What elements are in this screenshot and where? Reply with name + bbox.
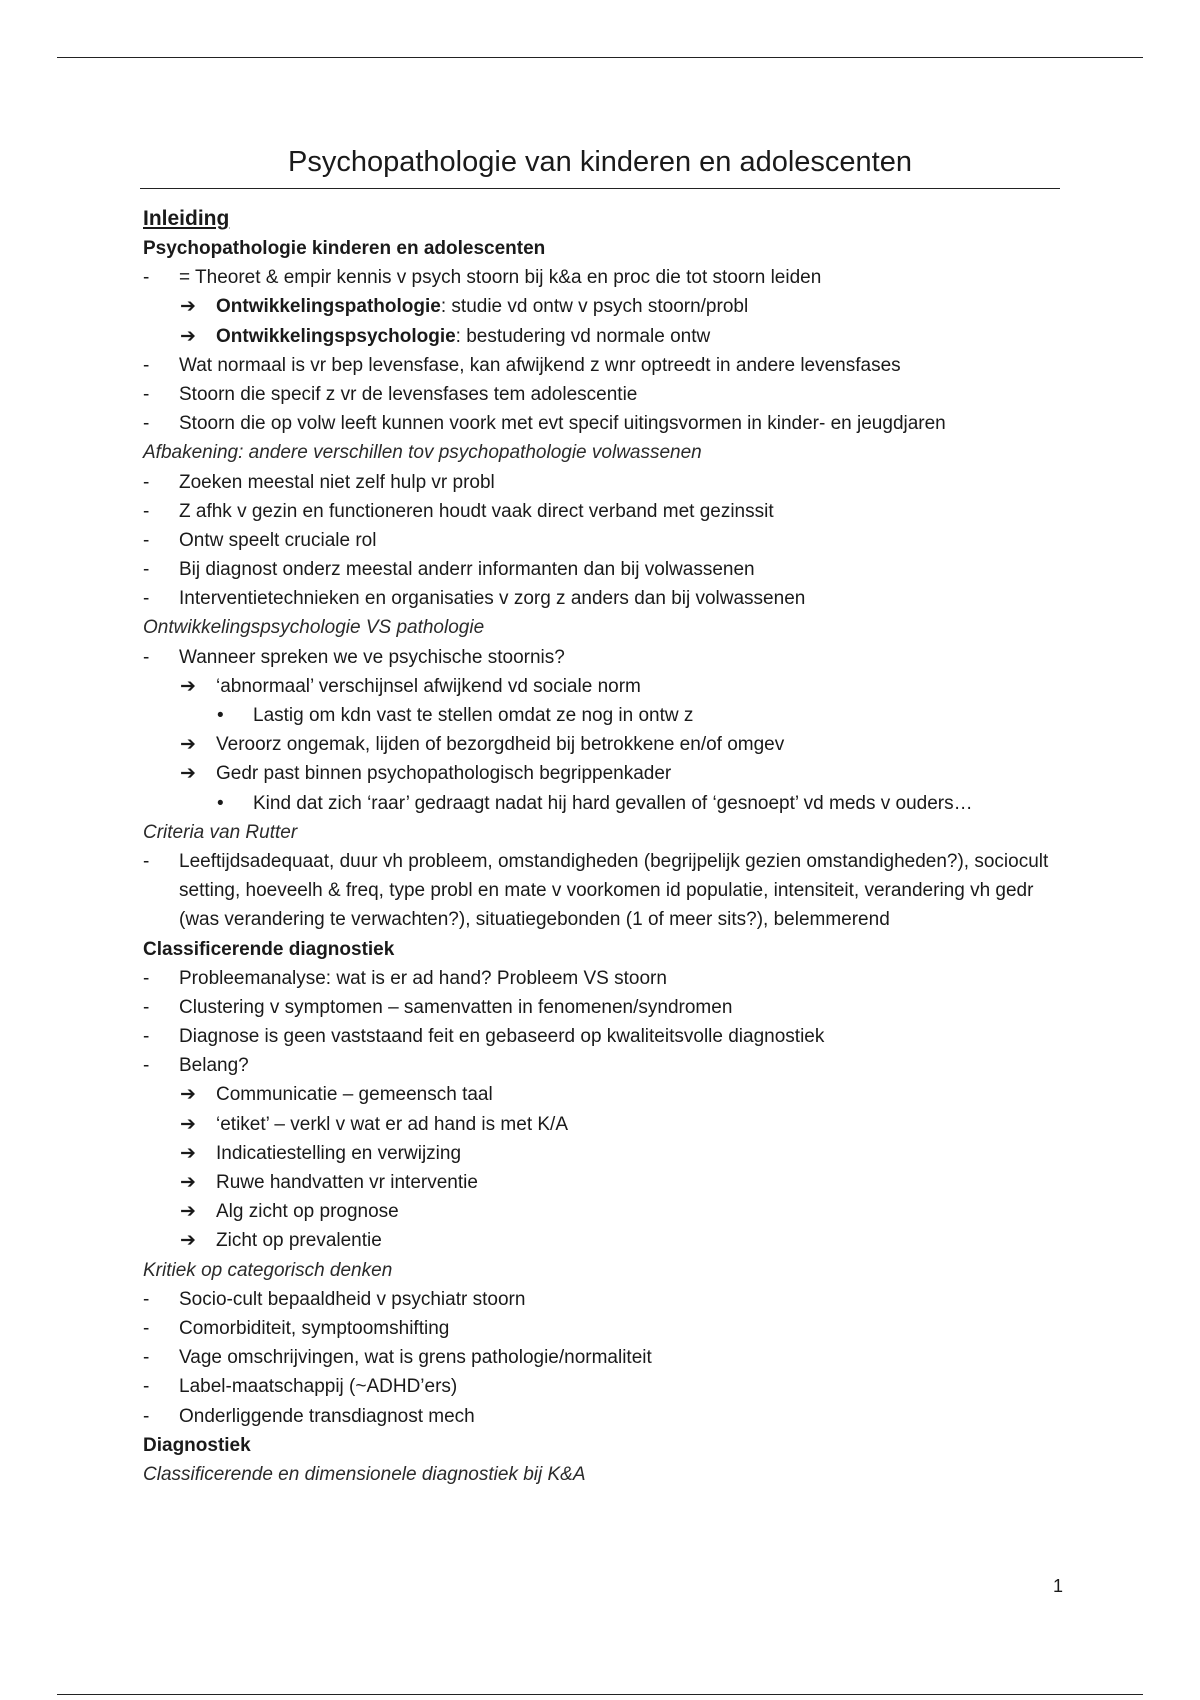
- dash-marker: -: [143, 850, 150, 872]
- list-item-text: Belang?: [179, 1055, 249, 1077]
- list-item-text: Vage omschrijvingen, wat is grens pathologie/normaliteit: [179, 1347, 652, 1369]
- bullet-item: [143, 789, 1063, 818]
- arrow-item-text: ‘abnormaal’ verschijnsel afwijkend vd sociale norm: [216, 675, 641, 697]
- topic-label: Kritiek op categorisch denken: [143, 1259, 393, 1281]
- term: Ontwikkelingspathologie: [216, 296, 441, 318]
- list-item-text: Stoorn die specif z vr de levensfases tem adolescentie: [179, 383, 638, 405]
- topic-label: Classificerende en dimensionele diagnostiek bij K&A: [143, 1463, 586, 1485]
- dash-marker: -: [143, 559, 150, 581]
- arrow-item: [143, 1197, 1063, 1226]
- dash-marker: -: [143, 500, 150, 522]
- page-title: Psychopathologie van kinderen en adolescenten: [288, 146, 912, 178]
- arrow-item: [143, 730, 1063, 759]
- list-item: [143, 584, 1063, 613]
- arrow-icon: ➔: [180, 1230, 196, 1252]
- list-item-text: Clustering v symptomen – samenvatten in fenomenen/syndromen: [179, 996, 733, 1018]
- arrow-item: [143, 322, 1063, 351]
- bullet-icon: •: [217, 705, 224, 726]
- dash-marker: -: [143, 646, 150, 668]
- list-item-text: Label-maatschappij (~ADHD’ers): [179, 1376, 458, 1398]
- list-item-text: = Theoret & empir kennis v psych stoorn bij k&a en proc die tot stoorn leiden: [179, 267, 822, 289]
- arrow-icon: ➔: [180, 675, 196, 697]
- arrow-icon: ➔: [180, 734, 196, 756]
- bullet-item: [143, 701, 1063, 730]
- list-item: [143, 1051, 1063, 1080]
- dash-marker: -: [143, 1347, 150, 1369]
- arrow-icon: ➔: [180, 1172, 196, 1194]
- subsection-heading: Classificerende diagnostiek: [143, 938, 395, 960]
- dash-marker: -: [143, 1405, 150, 1427]
- arrow-item: [143, 1080, 1063, 1109]
- list-item: [143, 1314, 1063, 1343]
- dash-marker: -: [143, 471, 150, 493]
- arrow-item-text: Communicatie – gemeensch taal: [216, 1084, 493, 1106]
- page-number: 1: [1052, 1576, 1063, 1596]
- arrow-item: [143, 1168, 1063, 1197]
- list-item: [143, 555, 1063, 584]
- list-item-text: Bij diagnost onderz meestal anderr informanten dan bij volwassenen: [179, 559, 755, 581]
- list-item-text: Probleemanalyse: wat is er ad hand? Probleem VS stoorn: [179, 967, 667, 989]
- list-item-text: Z afhk v gezin en functioneren houdt vaak direct verband met gezinssit: [179, 500, 774, 522]
- arrow-item-text: Veroorz ongemak, lijden of bezorgdheid bij betrokkene en/of omgev: [216, 734, 785, 756]
- dash-marker: -: [143, 529, 150, 551]
- dash-marker: -: [143, 1055, 150, 1077]
- bullet-icon: •: [217, 792, 224, 814]
- list-item-text: Wat normaal is vr bep levensfase, kan afwijkend z wnr optreedt in andere levensfases: [179, 354, 901, 376]
- page-bottom-rule: [57, 1694, 1143, 1695]
- dash-marker: -: [143, 383, 150, 405]
- arrow-icon: ➔: [180, 296, 196, 318]
- dash-marker: -: [143, 1376, 150, 1398]
- arrow-item: [143, 672, 1063, 701]
- arrow-item: [143, 759, 1063, 788]
- list-item-text: Ontw speelt cruciale rol: [179, 529, 377, 551]
- arrow-item: [143, 292, 1063, 321]
- list-item: [143, 993, 1063, 1022]
- arrow-item-text: : bestudering vd normale ontw: [455, 325, 711, 347]
- list-item-text: Stoorn die op volw leeft kunnen voork met evt specif uitingsvormen in kinder- en jeugdjaren: [179, 413, 946, 435]
- section-heading: Inleiding: [143, 207, 230, 230]
- arrow-icon: ➔: [180, 1142, 196, 1164]
- arrow-item-text: Alg zicht op prognose: [216, 1201, 399, 1223]
- arrow-item-text: Zicht op prevalentie: [216, 1230, 382, 1252]
- topic-label: Afbakening: andere verschillen tov psychopathologie volwassenen: [143, 442, 702, 464]
- dash-marker: -: [143, 413, 150, 435]
- page-top-rule: [57, 57, 1143, 58]
- arrow-icon: ➔: [180, 325, 196, 347]
- arrow-item: [143, 1139, 1063, 1168]
- dash-marker: -: [143, 267, 150, 289]
- dash-marker: -: [143, 1288, 150, 1310]
- list-item: [143, 351, 1063, 380]
- list-item-text: Interventietechnieken en organisaties v zorg z anders dan bij volwassenen: [179, 588, 806, 610]
- list-item-text: Leeftijdsadequaat, duur vh probleem, omstandigheden (begrijpelijk gezien omstandigheden?), sociocult setting, hoeveelh & freq, type probl en mate v voorkomen id populatie, intensiteit, verandering vh gedr (was verandering te verwachten?), situatiegebonden (1 of meer sits?), belemmerend: [179, 850, 1049, 931]
- arrow-item-text: : studie vd ontw v psych stoorn/probl: [440, 296, 749, 318]
- list-item: [143, 1402, 1063, 1431]
- topic-label: Criteria van Rutter: [143, 821, 298, 843]
- list-item: [143, 1343, 1063, 1372]
- list-item-text: Onderliggende transdiagnost mech: [179, 1405, 475, 1427]
- list-item-text: Comorbiditeit, symptoomshifting: [179, 1317, 450, 1339]
- list-item-text: Socio-cult bepaaldheid v psychiatr stoorn: [179, 1288, 526, 1310]
- list-item-text: Diagnose is geen vaststaand feit en gebaseerd op kwaliteitsvolle diagnostiek: [179, 1026, 825, 1048]
- list-item: [143, 1372, 1063, 1401]
- dash-marker: -: [143, 996, 150, 1018]
- subsection-heading: Psychopathologie kinderen en adolescenten: [143, 238, 546, 259]
- subsection-heading: Diagnostiek: [143, 1434, 251, 1456]
- topic-label: Ontwikkelingspsychologie VS pathologie: [143, 617, 485, 639]
- arrow-item-text: Indicatiestelling en verwijzing: [216, 1142, 462, 1164]
- arrow-item-text: Gedr past binnen psychopathologisch begrippenkader: [216, 763, 672, 785]
- list-item: [143, 643, 1063, 672]
- arrow-icon: ➔: [180, 1113, 196, 1135]
- list-item: [143, 409, 1063, 438]
- arrow-icon: ➔: [180, 1084, 196, 1106]
- bullet-item-text: Kind dat zich ‘raar’ gedraagt nadat hij hard gevallen of ‘gesnoept’ vd meds v ouders…: [253, 792, 973, 814]
- arrow-item: [143, 1110, 1063, 1139]
- list-item: [143, 380, 1063, 409]
- dash-marker: -: [143, 588, 150, 610]
- document-body: [143, 204, 1063, 1489]
- list-item: [143, 263, 1063, 292]
- arrow-icon: ➔: [180, 1201, 196, 1223]
- list-item-text: Wanneer spreken we ve psychische stoornis?: [179, 646, 565, 668]
- arrow-item: [143, 1226, 1063, 1255]
- list-item: [143, 497, 1063, 526]
- bullet-item-text: Lastig om kdn vast te stellen omdat ze nog in ontw z: [253, 705, 694, 726]
- dash-marker: -: [143, 967, 150, 989]
- arrow-icon: ➔: [180, 763, 196, 785]
- list-item: [143, 468, 1063, 497]
- list-item: [143, 1285, 1063, 1314]
- list-item: [143, 964, 1063, 993]
- arrow-item-text: ‘etiket’ – verkl v wat er ad hand is met K/A: [216, 1113, 569, 1135]
- dash-marker: -: [143, 1026, 150, 1048]
- list-item: [143, 1022, 1063, 1051]
- title-underline: [140, 188, 1060, 189]
- list-item: [143, 526, 1063, 555]
- arrow-item-text: Ruwe handvatten vr interventie: [216, 1172, 478, 1194]
- list-item-text: Zoeken meestal niet zelf hulp vr probl: [179, 471, 495, 493]
- dash-marker: -: [143, 354, 150, 376]
- list-item: [143, 847, 1063, 935]
- dash-marker: -: [143, 1317, 150, 1339]
- term: Ontwikkelingspsychologie: [216, 325, 456, 347]
